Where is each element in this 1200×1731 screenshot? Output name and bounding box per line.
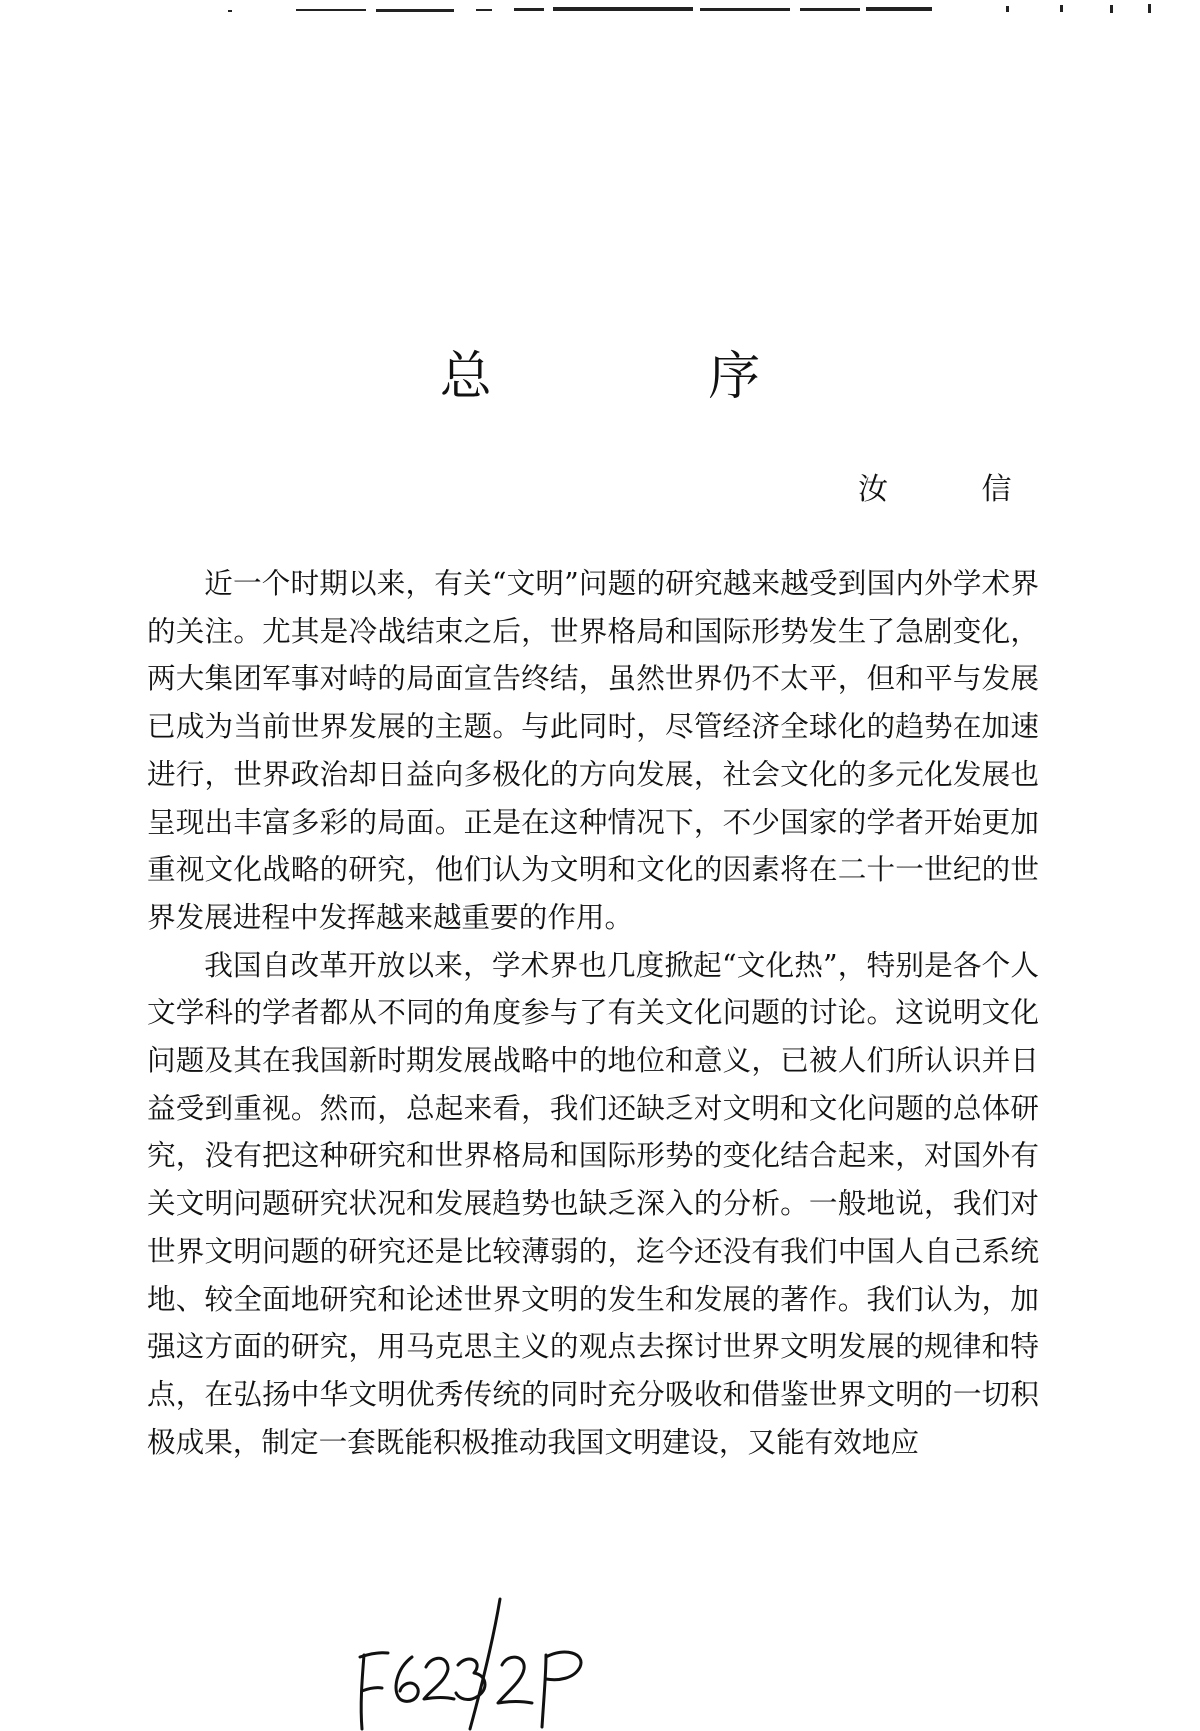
body-text — [147, 560, 1039, 1466]
paragraph-2: 我国自改革开放以来，学术界也几度掀起“文化热”，特别是各个人文学科的学者都从不同的角度参与了有关文化问题的讨论。这说明文化问题及其在我国新时期发展战略中的地位和意义，已被人们所认识并日益受到重视。然而，总起来看，我们还缺乏对文明和文化问题的总体研究，没有把这种研究和世界格局和国际形势的变化结合起来，对国外有关文明问题研究状况和发展趋势也缺乏深入的分析。一般地说，我们对世界文明问题的研究还是比较薄弱的，迄今还没有我们中国人自己系统地、较全面地研究和论述世界文明的发生和发展的著作。我们认为，加强这方面的研究，用马克思主义的观点去探讨世界文明发展的规律和特点，在弘扬中华文明优秀传统的同时充分吸收和借鉴世界文明的一切积极成果，制定一套既能积极推动我国文明建设，又能有效地应 — [147, 947, 1039, 1459]
scan-noise-strip — [0, 0, 1200, 14]
page-title: 总 序 — [439, 347, 861, 407]
handwritten-call-number — [350, 1595, 610, 1731]
scan-noise-icon — [0, 1, 1200, 15]
paragraph-1: 近一个时期以来，有关“文明”问题的研究越来越受到国内外学术界的关注。尤其是冷战结束之后，世界格局和国际形势发生了急剧变化，两大集团军事对峙的局面宣告终结，虽然世界仍不太平，但和平与发展已成为当前世界发展的主题。与此同时，尽管经济全球化的趋势在加速进行，世界政治却日益向多极化的方向发展，社会文化的多元化发展也呈现出丰富多彩的局面。正是在这种情况下，不少国家的学者开始更加重视文化战略的研究，他们认为文明和文化的因素将在二十一世纪的世界发展进程中发挥越来越重要的作用。 — [147, 566, 1039, 934]
author-name: 汝 信 — [858, 472, 1054, 507]
